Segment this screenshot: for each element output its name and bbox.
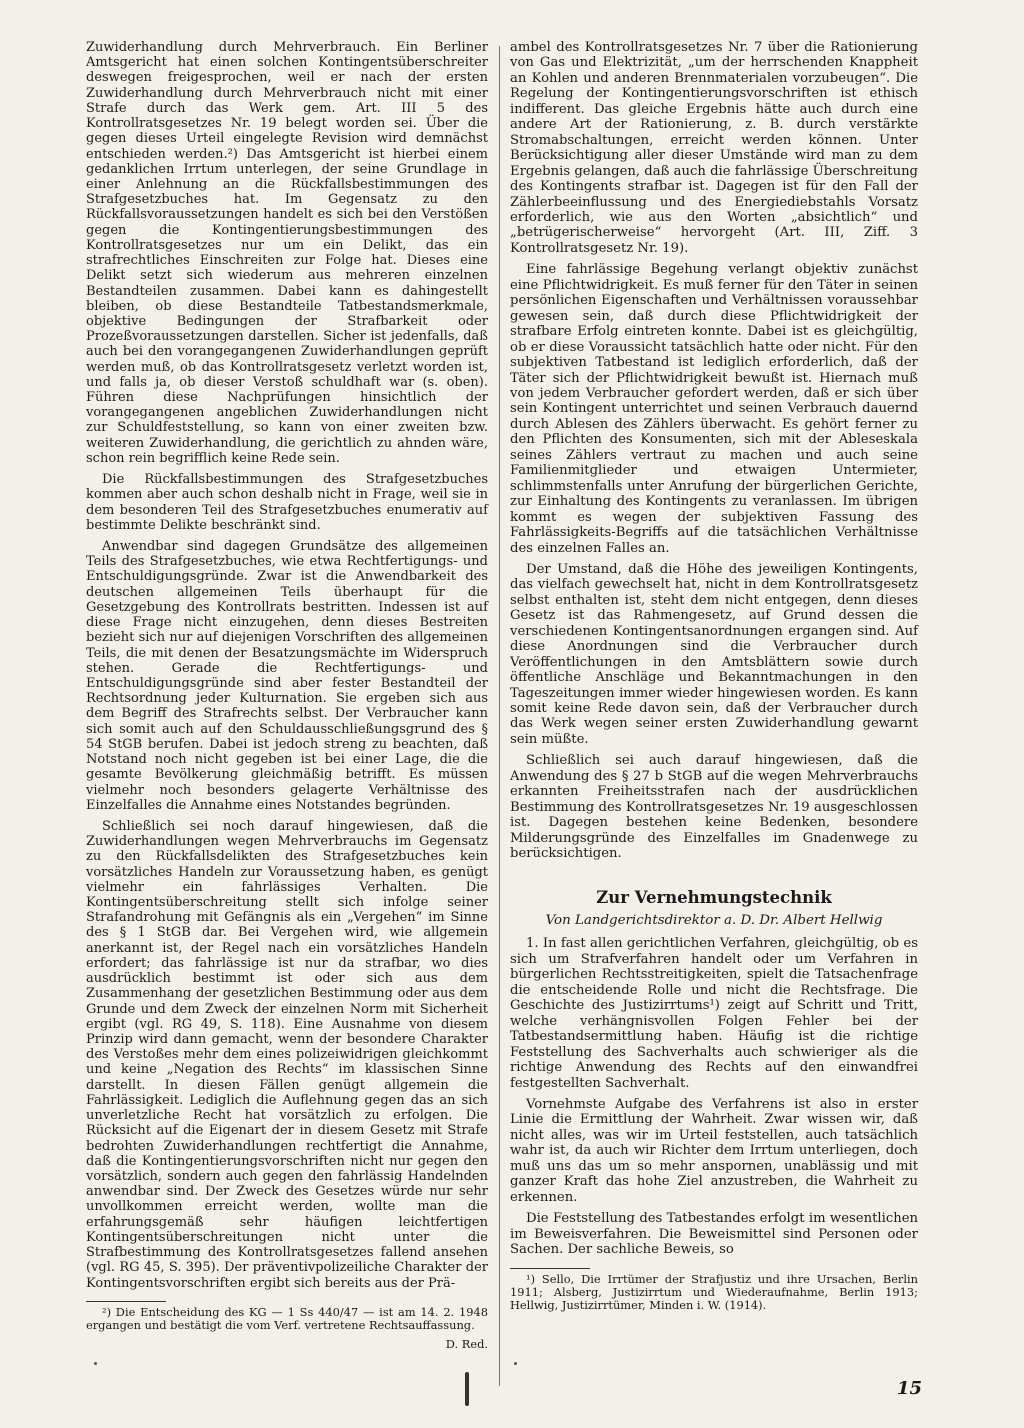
right-paragraph-2: Eine fahrlässige Begehung verlangt objektiv zunächst eine Pflichtwidrigkeit. Es muß ferner für den Täter in seinen persönlichen Eigenschaften und Verhältnissen voraussehbar gewesen sein, daß durch diese Pflichtwidrigkeit der strafbare Erfolg eintreten konnte. Dabei ist es gleichgültig, ob er diese Voraussicht tatsächlich hatte oder nicht. Für den subjektiven Tatbestand ist lediglich erforderlich, daß der Täter sich der Pflichtwidrigkeit bewußt ist. Hiernach muß von jedem Verbraucher gefordert werden, daß er sich über sein Kontingent unterrichtet und seinen Verbrauch dauernd durch Ablesen des Zählers überwacht. Es gehört ferner zu den Pflichten des Konsumenten, sich mit der Ableseskala seines Zählers vertraut zu machen und auch seine Familienmitglieder und etwaigen Untermieter, schlimmstenfalls unter Anrufung der bürgerlichen Gerichte, zur Einhaltung des Kontingents zu veranlassen. Im übrigen kommt es wegen der subjektiven Fassung des Fahrlässigkeits-Begriffs auf die tatsächlichen Verhältnisse des einzelnen Falles an. xyxy=(510,262,918,556)
left-paragraph-2: Die Rückfallsbestimmungen des Strafgesetzbuches kommen aber auch schon deshalb nicht in Frage, weil sie in dem besonderen Teil des Strafgesetzbuches enumerativ auf bestimmte Delikte beschränkt sind. xyxy=(86,472,488,533)
left-paragraph-1: Zuwiderhandlung durch Mehrverbrauch. Ein Berliner Amtsgericht hat einen solchen Kontingentsüberschreiter deswegen freigesprochen, weil er nach der ersten Zuwiderhandlung durch Mehrverbrauch nicht mit einer Strafe durch das Werk gem. Art. III 5 des Kontrollratsgesetzes Nr. 19 belegt worden sei. Über die gegen dieses Urteil eingelegte Revision wird demnächst entschieden werden.²) Das Amtsgericht ist hierbei einem gedanklichen Irrtum unterlegen, der seine Grundlage in einer Anlehnung an die Rückfallsbestimmungen des Strafgesetzbuches hat. Im Gegensatz zu den Rückfallsvoraussetzungen handelt es sich bei den Verstößen gegen die Kontingentierungsbestimmungen des Kontrollratsgesetzes nur um ein Delikt, das ein strafrechtliches Einschreiten zur Folge hat. Dieses eine Delikt setzt sich wiederum aus mehreren einzelnen Bestandteilen zusammen. Dabei kann es dahingestellt bleiben, ob diese Bestandteile Tatbestandsmerkmale, objektive Bedingungen der Strafbarkeit oder Prozeßvoraussetzungen darstellen. Sicher ist jedenfalls, daß auch bei den vorangegangenen Zuwiderhandlungen geprüft werden muß, ob das Kontrollratsgesetz verletzt worden ist, und falls ja, ob dieser Verstoß schuldhaft war (s. oben). Führen diese Nachprüfungen hinsichtlich der vorangegangenen angeblichen Zuwiderhandlungen nicht zur Schuldfeststellung, so kann von einer zweiten bzw. weiteren Zuwiderhandlung, die gerichtlich zu ahnden wäre, schon rein begrifflich keine Rede sein. xyxy=(86,40,488,466)
speck xyxy=(94,1362,97,1365)
article-paragraph-1: 1. In fast allen gerichtlichen Verfahren, gleichgültig, ob es sich um Strafverfahren handelt oder um Verfahren in bürgerlichen Rechtsstreitigkeiten, spielt die Tatsachenfrage die entscheidende Rolle und nicht die Rechtsfrage. Die Geschichte des Justizirrtums¹) zeigt auf Schritt und Tritt, welche verhängnisvollen Folgen Fehler bei der Tatbestandsermittlung haben. Häufig ist die richtige Feststellung des Sachverhalts auch schwieriger als die richtige Anwendung des Rechts auf den einwandfrei festgestellten Sachverhalt. xyxy=(510,936,918,1091)
right-column xyxy=(510,40,918,1318)
left-paragraph-3: Anwendbar sind dagegen Grundsätze des allgemeinen Teils des Strafgesetzbuches, wie etwa Rechtfertigungs- und Entschuldigungsgründe. Zwar ist die Anwendbarkeit des deutschen allgemeinen Teils überhaupt für die Gesetzgebung des Kontrollrats bestritten. Indessen ist auf diese Frage nicht einzugehen, denn dieses Bestreiten bezieht sich nur auf diejenigen Vorschriften des allgemeinen Teils, die mit denen der Besatzungsmächte im Widerspruch stehen. Gerade die Rechtfertigungs- und Entschuldigungsgründe sind aber fester Bestandteil der Rechtsordnung jeder Kulturnation. Sie ergeben sich aus dem Begriff des Strafrechts selbst. Der Verbraucher kann sich somit auch auf den Schuldausschließungsgrund des § 54 StGB berufen. Dabei ist jedoch streng zu beachten, daß Notstand noch nicht gegeben ist bei einer Lage, die die gesamte Bevölkerung gleichmäßig betrifft. Es müssen vielmehr noch besonders gelagerte Verhältnisse des Einzelfalles die Annahme eines Notstandes begründen. xyxy=(86,539,488,813)
left-column xyxy=(86,40,488,1357)
article-byline: Von Landgerichtsdirektor a. D. Dr. Albert Hellwig xyxy=(545,913,883,929)
article-paragraph-2: Vornehmste Aufgabe des Verfahrens ist also in erster Linie die Ermittlung der Wahrheit. Zwar wissen wir, daß nicht alles, was wir im Urteil feststellen, auch tatsächlich wahr ist, da auch wir Richter dem Irrtum unterliegen, doch muß uns das um so mehr anspornen, unablässig und mit ganzer Kraft das hohe Ziel anzustreben, die Wahrheit zu erkennen. xyxy=(510,1097,918,1205)
column-divider xyxy=(499,46,500,1386)
footnote-divider xyxy=(86,1301,166,1302)
article-footnote: ¹) Sello, Die Irrtümer der Strafjustiz und ihre Ursachen, Berlin 1911; Alsberg, Justizirrtum und Wiederaufnahme, Berlin 1913; Hellwig, Justizirrtümer, Minden i. W. (1914). xyxy=(510,1271,918,1312)
right-paragraph-3: Der Umstand, daß die Höhe des jeweiligen Kontingents, das vielfach gewechselt hat, nicht in dem Kontrollratsgesetz selbst enthalten ist, steht dem nicht entgegen, denn dieses Gesetz ist das Rahmengesetz, auf Grund dessen die verschiedenen Kontingentsanordnungen ergangen sind. Auf diese Anordnungen sind die Verbraucher durch Veröffentlichungen in den Amtsblättern sowie durch öffentliche Anschläge und Bekanntmachungen in den Tageszeitungen immer wieder hingewiesen worden. Es kann somit keine Rede davon sein, daß der Verbraucher durch das Werk wegen seiner ersten Zuwiderhandlung gewarnt sein müßte. xyxy=(510,561,918,747)
left-paragraph-4: Schließlich sei noch darauf hingewiesen, daß die Zuwiderhandlungen wegen Mehrverbrauchs im Gegensatz zu den Rückfallsdelikten des Strafgesetzbuches kein vorsätzliches Handeln zur Voraussetzung haben, es genügt vielmehr ein fahrlässiges Verhalten. Die Kontingentsüberschreitung stellt sich infolge seiner Strafandrohung mit Gefängnis als ein „Vergehen“ im Sinne des § 1 StGB dar. Bei Vergehen wird, wie allgemein anerkannt ist, der Regel nach ein vorsätzliches Handeln erfordert; das fahrlässige ist nur da strafbar, wo dies ausdrücklich bestimmt ist oder sich aus dem Zusammenhang der gesetzlichen Bestimmung oder aus dem Grunde und dem Zweck der einzelnen Norm mit Sicherheit ergibt (vgl. RG 49, S. 118). Eine Ausnahme von diesem Prinzip wird dann gemacht, wenn der besondere Charakter des Verstoßes mehr dem eines polizeiwidrigen gleichkommt und keine „Negation des Rechts“ im klassischen Sinne darstellt. In diesen Fällen genügt allgemein die Fahrlässigkeit. Lediglich die Auflehnung gegen das an sich unverletzliche Recht hat vorsätzlich zu erfolgen. Die Rücksicht auf die Eigenart der in diesem Gesetz mit Strafe bedrohten Zuwiderhandlungen rechtfertigt die Annahme, daß die Kontingentierungsvorschriften nicht nur gegen den vorsätzlich, sondern auch gegen den fahrlässig Handelnden anwendbar sind. Der Zweck des Gesetzes würde nur sehr unvollkommen erreicht werden, wollte man die erfahrungsgemäß sehr häufigen leichtfertigen Kontingentsüberschreitungen nicht unter die Strafbestimmung des Kontrollratsgesetzes fallend ansehen (vgl. RG 45, S. 395). Der präventivpolizeiliche Charakter der Kontingentsvorschriften ergibt sich bereits aus der Prä- xyxy=(86,818,488,1291)
left-footnote: ²) Die Entscheidung des KG — 1 Ss 440/47 — ist am 14. 2. 1948 ergangen und bestätigt die vom Verf. vertretene Rechtsauffassung. xyxy=(86,1304,488,1332)
right-paragraph-4: Schließlich sei auch darauf hingewiesen, daß die Anwendung des § 27 b StGB auf die wegen Mehrverbrauchs erkannten Freiheitsstrafen nach der ausdrücklichen Bestimmung des Kontrollratsgesetzes Nr. 19 ausgeschlossen ist. Dagegen bestehen keine Bedenken, besondere Milderungsgründe des Einzelfalles im Gnadenwege zu berücksichtigen. xyxy=(510,753,918,862)
speck xyxy=(514,1362,517,1365)
footnote-signature: D. Red. xyxy=(445,1336,488,1351)
right-paragraph-1: ambel des Kontrollratsgesetzes Nr. 7 über die Rationierung von Gas und Elektrizität, „um der herrschenden Knappheit an Kohlen und anderen Brennmaterialen vorzubeugen“. Die Regelung der Kontingentierungsvorschriften ist ethisch indifferent. Das gleiche Ergebnis hätte auch durch eine andere Art der Rationierung, z. B. durch verstärkte Stromabschaltungen, erreicht werden können. Unter Berücksichtigung aller dieser Umstände wird man zu dem Ergebnis gelangen, daß auch die fahrlässige Überschreitung des Kontingents strafbar ist. Dagegen ist für den Fall der Zählerbeeinflussung und des Energiediebstahls Vorsatz erforderlich, wie aus den Worten „absichtlich“ und „betrügerischerweise“ hervorgeht (Art. III, Ziff. 3 Kontrollratsgesetz Nr. 19). xyxy=(510,40,918,256)
article-title: Zur Vernehmungstechnik xyxy=(596,887,832,907)
article-footnote-divider xyxy=(510,1268,590,1269)
article-paragraph-3: Die Feststellung des Tatbestandes erfolgt im wesentlichen im Beweisverfahren. Die Beweismittel sind Personen oder Sachen. Der sachliche Beweis, so xyxy=(510,1211,918,1258)
page-number: 15 xyxy=(897,1378,923,1399)
ink-mark xyxy=(465,1372,469,1406)
